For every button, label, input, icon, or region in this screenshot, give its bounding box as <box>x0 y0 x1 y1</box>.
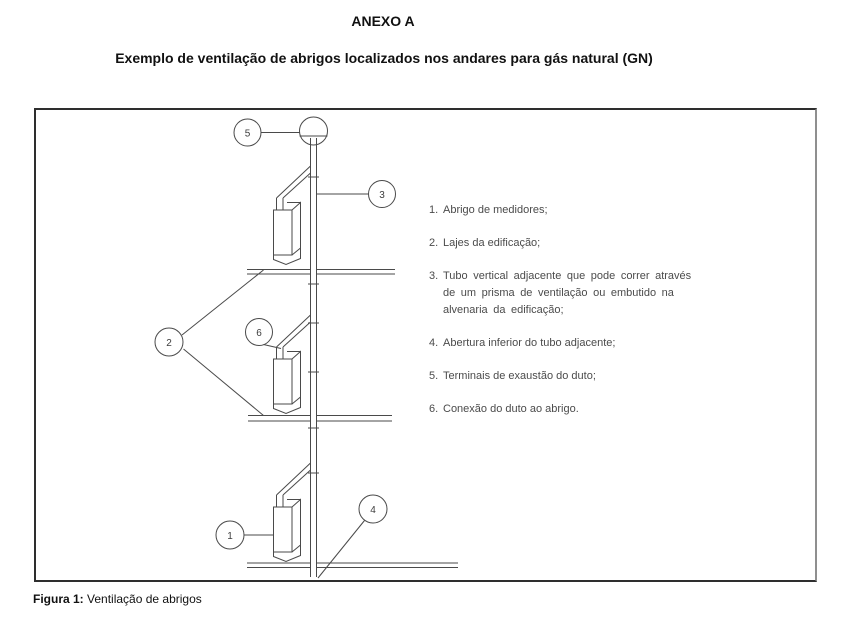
legend-item-3-text-line2: de um prisma de ventilação ou embutido na <box>443 287 674 299</box>
legend-item-3-number: 3. <box>429 270 439 282</box>
legend-item-3-text-line3: alvenaria da edificação; <box>443 304 564 316</box>
meter-shelter-upper <box>274 166 311 265</box>
callout-3-label: 3 <box>379 190 385 201</box>
figure-box <box>34 108 817 582</box>
floor-slab-bottom <box>247 563 458 568</box>
legend-item-5 <box>429 368 759 385</box>
callout-3 <box>317 181 396 208</box>
callout-6 <box>246 319 282 349</box>
callout-5-label: 5 <box>244 128 251 140</box>
figure-caption <box>33 592 202 606</box>
legend-item-3-text-line1: Tubo vertical adjacente que pode correr através <box>443 270 692 282</box>
legend-item-6 <box>429 401 759 418</box>
legend <box>429 202 759 434</box>
legend-item-3 <box>429 268 759 319</box>
figure-caption-text: Ventilação de abrigos <box>87 592 202 606</box>
callout-4 <box>318 495 387 578</box>
meter-shelter-middle <box>274 315 311 414</box>
legend-item-1-number: 1. <box>429 204 439 216</box>
legend-item-6-text: Conexão do duto ao abrigo. <box>443 403 579 415</box>
callout-1-label: 1 <box>227 531 233 542</box>
legend-item-1-text: Abrigo de medidores; <box>443 204 548 216</box>
figure-caption-label: Figura 1: <box>33 592 84 606</box>
legend-item-6-number: 6. <box>429 403 439 415</box>
callout-6-label: 6 <box>256 328 262 339</box>
callout-4-label: 4 <box>370 505 376 516</box>
legend-item-2 <box>429 235 759 252</box>
page-title: ANEXO A <box>351 13 415 29</box>
legend-item-5-number: 5. <box>429 370 439 382</box>
legend-item-4-text: Abertura inferior do tubo adjacente; <box>443 337 616 349</box>
legend-item-4-number: 4. <box>429 337 439 349</box>
callout-2 <box>155 270 264 416</box>
callout-1 <box>216 521 274 549</box>
meter-shelter-bottom <box>274 463 311 562</box>
legend-item-5-text: Terminais de exaustão do duto; <box>443 370 596 382</box>
legend-item-2-text: Lajes da edificação; <box>443 237 541 249</box>
exhaust-terminal-icon <box>300 117 328 145</box>
callout-2-label: 2 <box>166 338 172 349</box>
legend-item-2-number: 2. <box>429 237 439 249</box>
page-subtitle: Exemplo de ventilação de abrigos localizados nos andares para gás natural (GN) <box>115 50 653 66</box>
legend-item-1 <box>429 202 759 219</box>
floor-slab-upper <box>247 270 395 275</box>
callout-5 <box>234 119 300 146</box>
legend-item-4 <box>429 335 759 352</box>
vertical-pipe <box>308 138 319 577</box>
floor-slab-middle <box>248 416 392 422</box>
